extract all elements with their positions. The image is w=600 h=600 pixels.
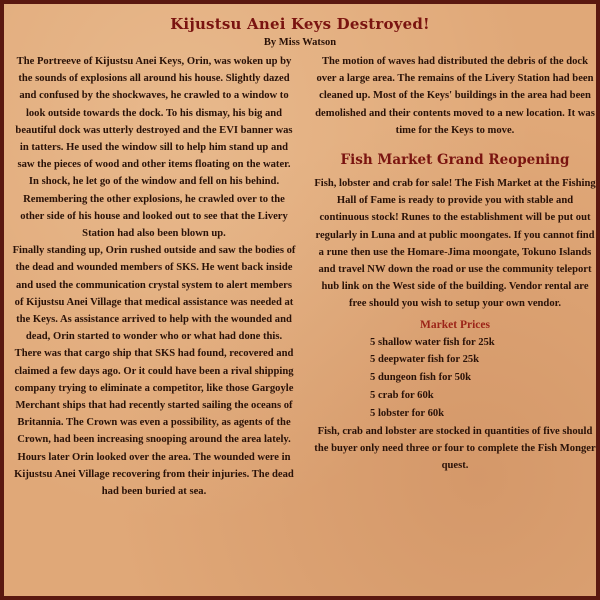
- fish-market-intro: Fish, lobster and crab for sale! The Fish Market at the Fishing Hall of Fame is ready to provide you with stable and continuous stock! Runes to the establishment will be put out regularly in Luna and at public moongates. If you cannot find a rune then use the Homare-Jima moongate, Tokuno Islands and travel NW down the road or use the community teleport hub link on the West side of the building. Vendor rental are free should you wish to setup your own vendor.: [314, 178, 596, 310]
- price-item: 5 crab for 60k: [370, 390, 434, 402]
- price-item: 5 shallow water fish for 25k: [370, 336, 495, 348]
- article-paragraph: The Portreeve of Kijustsu Anei Keys, Orin, was woken up by the sounds of explosions all around his house. Slightly dazed and confused by the shockwaves, he crawled to a window to look outside towards the dock. To his dismay, his big and beautiful dock was utterly destroyed and the EVI banner was in tatters. He used the window sill to help him stand up and saw the pieces of wood and other items floating on the water. In shock, he let go of the window and fell on his behind. Remembering the other explosions, he crawled over to the other side of his house and looked out to see that the Livery Station had also been blown up.: [15, 56, 293, 240]
- right-column: [314, 53, 596, 474]
- article-paragraph: Finally standing up, Orin rushed outside and saw the bodies of the dead and wounded members of SKS. He went back inside and used the communication crystal system to alert members of Kijustsu Anei Village that medical assistance was needed at the Keys. As assistance arrived to help with the wounded and dead, Orin started to wonder who or what had done this. There was that cargo ship that SKS had found, recovered and claimed a few days ago. Or it could have been a rival shipping company trying to eliminate a competitor, like those Gargoyle Merchant ships that had recently started sailing the oceans of Britannia. The Crown was even a possibility, as agents of the Crown, had been increasing snooping around the area lately.: [12, 245, 296, 446]
- price-item: 5 deepwater fish for 25k: [370, 354, 480, 366]
- article-paragraph: Hours later Orin looked over the area. The wounded were in Kijustsu Anei Village recovering from their injuries. The dead had been buried at sea.: [14, 451, 294, 498]
- fish-market-title: Fish Market Grand Reopening: [340, 152, 570, 169]
- article-title: Kijustsu Anei Keys Destroyed!: [170, 15, 430, 33]
- price-list: [314, 334, 596, 423]
- price-item: 5 lobster for 60k: [370, 407, 445, 419]
- left-column: [12, 53, 296, 500]
- article-byline: By Miss Watson: [263, 37, 337, 48]
- article-continued: The motion of waves had distributed the debris of the dock over a large area. The remains of the Livery Station had been cleaned up. Most of the Keys' buildings in the area had been demolished and their contents moved to a new location. It was time for the Keys to move.: [315, 56, 595, 136]
- market-prices-title: Market Prices: [420, 318, 490, 331]
- price-item: 5 dungeon fish for 50k: [370, 372, 472, 384]
- fish-market-closing: Fish, crab and lobster are stocked in quantities of five should the buyer only need three or four to complete the Fish Monger quest.: [314, 425, 596, 472]
